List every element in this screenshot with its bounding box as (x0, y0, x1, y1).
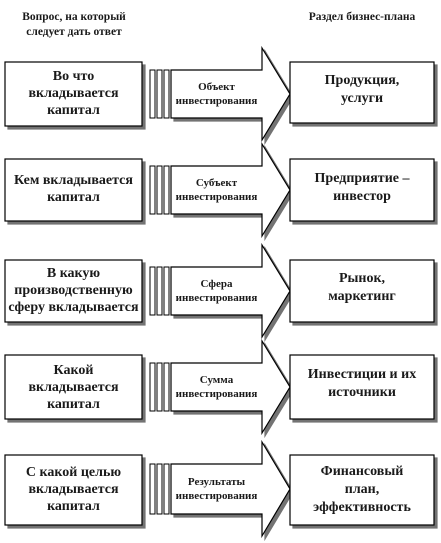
section-text: Предприятие – инвестор (314, 171, 410, 204)
question-text: В какую производственную сферу вкладывается (8, 266, 139, 315)
connector-bars (150, 363, 169, 411)
section-text: Рынок, маркетинг (328, 271, 396, 304)
connector-bars (150, 464, 169, 514)
concept-label: Объект инвестирования (175, 81, 258, 107)
question-text: Какой вкладывается капитал (28, 363, 119, 412)
question-text: Во что вкладывается капитал (28, 69, 119, 118)
concept-label: Сумма инвестирования (175, 374, 258, 400)
question-text: Кем вкладывается капитал (14, 173, 133, 205)
concept-label: Субъект инвестирования (175, 177, 258, 203)
question-text: С какой целью вкладывается капитал (25, 465, 122, 514)
connector-bars (150, 166, 169, 214)
connector-bars (150, 267, 169, 315)
section-text: Продукция, услуги (324, 73, 400, 106)
section-text: Финансовый план, эффективность (313, 464, 411, 515)
section-column-header: Раздел бизнес-плана (308, 11, 416, 23)
connector-bars (150, 70, 169, 118)
section-text: Инвестиции и их источники (307, 367, 417, 400)
question-column-header: Вопрос, на который следует дать ответ (22, 11, 126, 38)
concept-label: Сфера инвестирования (175, 278, 258, 304)
concept-label: Результаты инвестирования (175, 476, 258, 502)
